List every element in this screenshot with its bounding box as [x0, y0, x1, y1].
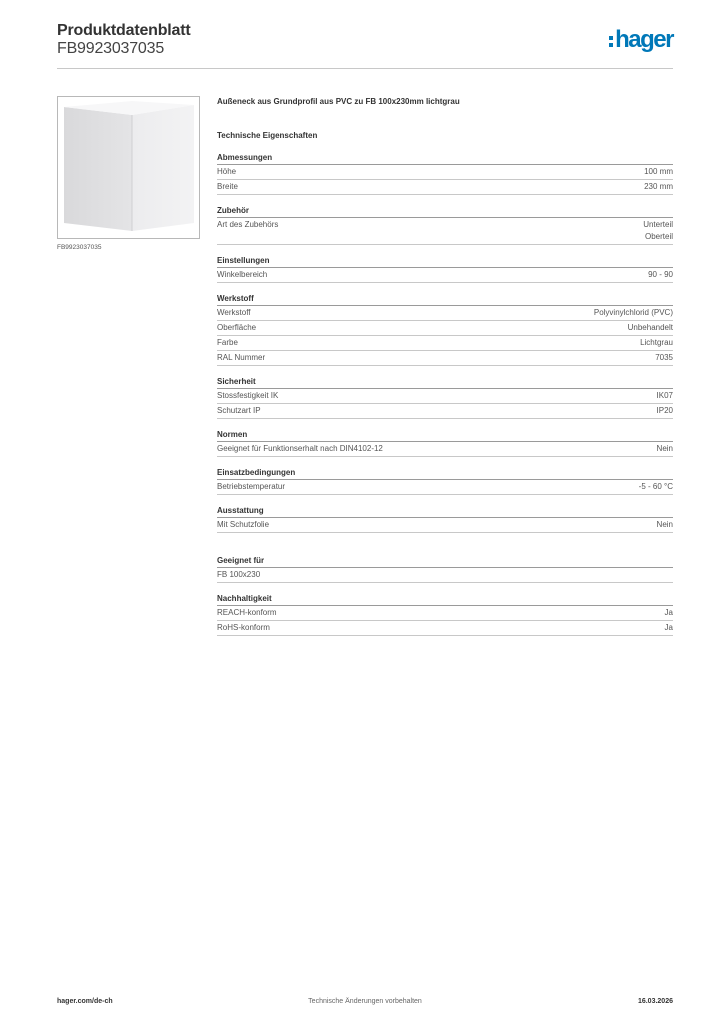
product-image: [57, 96, 200, 239]
spec-value-line: Polyvinylchlorid (PVC): [593, 308, 673, 317]
spec-label: Farbe: [217, 338, 238, 347]
spec-label: RAL Nummer: [217, 353, 266, 362]
spec-label: Oberfläche: [217, 323, 257, 332]
spec-value-line: Unbehandelt: [627, 323, 673, 332]
spec-label: RoHS-konform: [217, 623, 270, 632]
spec-row: [217, 165, 673, 180]
product-details: [217, 96, 673, 636]
spec-label: REACH-konform: [217, 608, 277, 617]
spec-row: [217, 389, 673, 404]
technical-properties-heading: Technische Eigenschaften: [217, 131, 318, 140]
spec-value-line: 90 - 90: [648, 270, 673, 279]
image-caption: FB9923037035: [57, 244, 102, 251]
spec-section: [217, 593, 673, 636]
spec-value-line: Unterteil: [643, 220, 673, 229]
spec-value-line: Lichtgrau: [640, 338, 673, 347]
spec-label: Art des Zubehörs: [217, 220, 279, 229]
spec-value-line: IP20: [656, 406, 673, 415]
spec-value: [657, 519, 673, 531]
spec-value-line: Nein: [656, 444, 673, 453]
spec-label: Winkelbereich: [217, 270, 268, 279]
spec-section: [217, 152, 673, 195]
spec-section: [217, 467, 673, 495]
header-divider: [57, 68, 673, 69]
spec-row: [217, 218, 673, 245]
spec-row: [217, 180, 673, 195]
logo-text: hager: [615, 26, 673, 53]
logo-colon-icon: [609, 30, 613, 51]
spec-row: [217, 518, 673, 533]
spec-row: [217, 336, 673, 351]
spec-section: [217, 255, 673, 283]
page-header: [57, 20, 673, 70]
spec-label: Geeignet für Funktionserhalt nach DIN4102-12: [217, 444, 383, 453]
spec-value: [657, 443, 673, 455]
specification-sections: [217, 152, 673, 636]
product-description: Außeneck aus Grundprofil aus PVC zu FB 100x230mm lichtgrau: [217, 97, 460, 106]
spec-value-line: 100 mm: [644, 167, 673, 176]
spec-value: [639, 481, 673, 493]
spec-row: [217, 268, 673, 283]
spec-value: [644, 181, 673, 193]
spec-label: Höhe: [217, 167, 237, 176]
section-title: Abmessungen: [217, 152, 673, 165]
section-title: Nachhaltigkeit: [217, 593, 673, 606]
spec-section: [217, 429, 673, 457]
spec-value-line: Nein: [656, 520, 673, 529]
spec-row: [217, 480, 673, 495]
spec-value-line: 230 mm: [644, 182, 673, 191]
spec-label: Betriebstemperatur: [217, 482, 286, 491]
section-title: Normen: [217, 429, 673, 442]
spec-row: [217, 321, 673, 336]
hager-logo[interactable]: [609, 28, 673, 52]
spec-value: [648, 269, 673, 281]
section-title: Einstellungen: [217, 255, 673, 268]
section-title: Ausstattung: [217, 505, 673, 518]
outer-corner-profile-illustration: [58, 97, 199, 238]
spec-value: [657, 405, 673, 417]
spec-row: [217, 306, 673, 321]
spec-label: Werkstoff: [217, 308, 251, 317]
section-title: Sicherheit: [217, 376, 673, 389]
spec-label: Schutzart IP: [217, 406, 261, 415]
spec-value-line: 7035: [655, 353, 673, 362]
spec-value: [665, 622, 673, 634]
spec-value-line: Oberteil: [644, 232, 673, 241]
spec-row: [217, 404, 673, 419]
spec-row: [217, 606, 673, 621]
section-title: Geeignet für: [217, 555, 673, 568]
spec-section: [217, 293, 673, 366]
spec-value: [665, 607, 673, 619]
section-title: Zubehör: [217, 205, 673, 218]
spec-value: [644, 166, 673, 178]
spec-value: [657, 390, 673, 402]
spec-section: [217, 555, 673, 583]
spec-label: Breite: [217, 182, 238, 191]
footer-website[interactable]: hager.com/de-ch: [57, 998, 113, 1005]
page-footer: [57, 998, 673, 1010]
spec-value: [643, 219, 673, 243]
spec-label: FB 100x230: [217, 570, 261, 579]
product-number: FB9923037035: [57, 40, 165, 57]
spec-section: [217, 376, 673, 419]
spec-section: [217, 505, 673, 533]
spec-value: [628, 322, 673, 334]
spec-value-line: -5 - 60 °C: [638, 482, 673, 491]
section-title: Werkstoff: [217, 293, 673, 306]
spec-value: [655, 352, 673, 364]
spec-label: Stossfestigkeit IK: [217, 391, 279, 400]
document-title: Produktdatenblatt: [57, 22, 191, 39]
spec-value-line: Ja: [664, 608, 673, 617]
footer-date: 16.03.2026: [637, 998, 673, 1005]
section-title: Einsatzbedingungen: [217, 467, 673, 480]
spec-row: [217, 442, 673, 457]
spec-label: Mit Schutzfolie: [217, 520, 270, 529]
spec-row: [217, 351, 673, 366]
spec-row: [217, 621, 673, 636]
spec-section: [217, 205, 673, 245]
footer-disclaimer: Technische Änderungen vorbehalten: [308, 998, 422, 1005]
spec-value: [594, 307, 673, 319]
spec-row: [217, 568, 673, 583]
spec-value: [640, 337, 673, 349]
spec-value-line: Ja: [664, 623, 673, 632]
spec-value-line: IK07: [656, 391, 673, 400]
